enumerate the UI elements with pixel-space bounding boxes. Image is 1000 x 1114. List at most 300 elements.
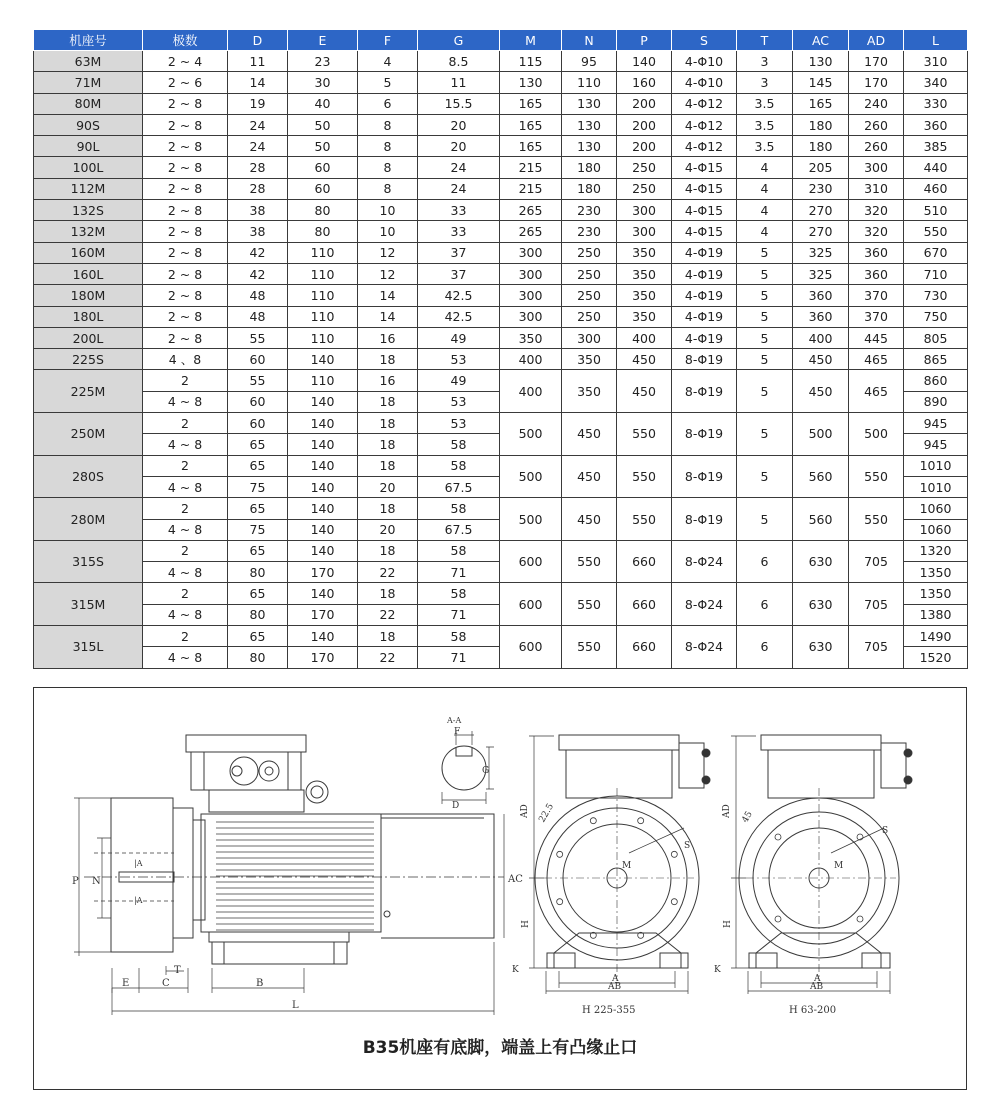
table-cell: 450 xyxy=(617,370,672,413)
section-mark-top: |A xyxy=(134,859,143,868)
table-cell: 200 xyxy=(617,114,672,135)
table-cell: 400 xyxy=(617,327,672,348)
table-cell: 560 xyxy=(793,455,849,498)
table-cell: 4 xyxy=(358,51,418,72)
table-cell: 130 xyxy=(562,93,617,114)
table-cell: 22 xyxy=(358,604,418,625)
table-row xyxy=(34,327,968,348)
table-cell: 65 xyxy=(228,498,288,519)
table-cell: 18 xyxy=(358,583,418,604)
table-cell: 250M xyxy=(34,413,143,456)
table-cell: 465 xyxy=(849,349,904,370)
table-cell: 40 xyxy=(288,93,358,114)
column-header: S xyxy=(672,30,737,51)
table-cell: 250 xyxy=(562,242,617,263)
table-cell: 8 xyxy=(358,114,418,135)
table-cell: 48 xyxy=(228,306,288,327)
table-cell: 140 xyxy=(288,413,358,434)
table-cell: 15.5 xyxy=(418,93,500,114)
column-header: P xyxy=(617,30,672,51)
table-cell: 10 xyxy=(358,221,418,242)
table-cell: 160 xyxy=(617,72,672,93)
table-cell: 165 xyxy=(500,114,562,135)
table-row xyxy=(34,498,968,519)
table-cell: 370 xyxy=(849,306,904,327)
table-cell: 165 xyxy=(793,93,849,114)
table-cell: 95 xyxy=(562,51,617,72)
table-cell: 550 xyxy=(562,626,617,669)
table-cell: 65 xyxy=(228,455,288,476)
dim-label-m-small: M xyxy=(834,861,844,871)
table-cell: 550 xyxy=(849,455,904,498)
table-cell: 58 xyxy=(418,455,500,476)
table-cell: 140 xyxy=(288,391,358,412)
table-cell: 310 xyxy=(904,51,968,72)
column-header: D xyxy=(228,30,288,51)
table-cell: 370 xyxy=(849,285,904,306)
table-cell: 60 xyxy=(288,157,358,178)
table-cell: 22 xyxy=(358,562,418,583)
table-cell: 250 xyxy=(562,285,617,306)
table-cell: 600 xyxy=(500,626,562,669)
table-cell: 18 xyxy=(358,498,418,519)
table-cell: 2 xyxy=(143,370,228,391)
table-cell: 4 ~ 8 xyxy=(143,519,228,540)
table-cell: 165 xyxy=(500,93,562,114)
table-cell: 4-Φ15 xyxy=(672,157,737,178)
table-cell: 140 xyxy=(288,476,358,497)
table-row xyxy=(34,413,968,434)
table-cell: 200 xyxy=(617,93,672,114)
motor-body xyxy=(201,814,381,932)
table-cell: 165 xyxy=(500,136,562,157)
table-row xyxy=(34,200,968,221)
table-cell: 270 xyxy=(793,221,849,242)
table-cell: 180 xyxy=(793,114,849,135)
column-header: E xyxy=(288,30,358,51)
table-cell: 660 xyxy=(617,540,672,583)
terminal-box-cover xyxy=(186,735,306,752)
table-cell: 500 xyxy=(500,498,562,541)
table-cell: 8 xyxy=(358,178,418,199)
dim-label-a-small: A xyxy=(814,974,821,984)
table-cell: 270 xyxy=(793,200,849,221)
table-cell: 8 xyxy=(358,136,418,157)
table-cell: 75 xyxy=(228,476,288,497)
section-title: A-A xyxy=(447,716,462,725)
table-cell: 500 xyxy=(500,455,562,498)
table-cell: 330 xyxy=(904,93,968,114)
table-cell: 8-Φ19 xyxy=(672,370,737,413)
table-cell: 705 xyxy=(849,583,904,626)
table-cell: 80 xyxy=(288,200,358,221)
table-cell: 24 xyxy=(418,157,500,178)
table-cell: 250 xyxy=(617,157,672,178)
table-cell: 71M xyxy=(34,72,143,93)
table-cell: 67.5 xyxy=(418,476,500,497)
table-cell: 4-Φ19 xyxy=(672,263,737,284)
table-cell: 71 xyxy=(418,604,500,625)
table-cell: 2 ~ 8 xyxy=(143,93,228,114)
table-cell: 300 xyxy=(617,200,672,221)
table-cell: 140 xyxy=(288,498,358,519)
fan-cover xyxy=(381,814,494,938)
bolt-hole xyxy=(671,899,677,905)
table-cell: 350 xyxy=(617,263,672,284)
table-cell: 8.5 xyxy=(418,51,500,72)
table-cell: 450 xyxy=(562,498,617,541)
dim-label-ac: AC xyxy=(508,874,523,885)
table-cell: 2 xyxy=(143,413,228,434)
table-cell: 58 xyxy=(418,498,500,519)
table-cell: 130 xyxy=(562,136,617,157)
table-cell: 5 xyxy=(737,455,793,498)
table-row xyxy=(34,157,968,178)
table-cell: 4 ~ 8 xyxy=(143,391,228,412)
end-view-small xyxy=(714,735,912,1016)
table-cell: 42 xyxy=(228,242,288,263)
table-cell: 2 ~ 8 xyxy=(143,221,228,242)
table-cell: 2 ~ 6 xyxy=(143,72,228,93)
table-cell: 4 ~ 8 xyxy=(143,562,228,583)
table-cell: 460 xyxy=(904,178,968,199)
table-cell: 4-Φ12 xyxy=(672,93,737,114)
column-header: AC xyxy=(793,30,849,51)
table-cell: 58 xyxy=(418,434,500,455)
table-row xyxy=(34,349,968,370)
table-cell: 63M xyxy=(34,51,143,72)
table-cell: 180L xyxy=(34,306,143,327)
table-cell: 132M xyxy=(34,221,143,242)
table-cell: 80M xyxy=(34,93,143,114)
table-cell: 350 xyxy=(617,306,672,327)
table-cell: 4 ~ 8 xyxy=(143,476,228,497)
table-cell: 140 xyxy=(288,540,358,561)
table-cell: 20 xyxy=(358,519,418,540)
table-cell: 250 xyxy=(562,306,617,327)
column-header: F xyxy=(358,30,418,51)
table-cell: 42.5 xyxy=(418,306,500,327)
dim-label-d: D xyxy=(452,801,460,811)
table-cell: 4-Φ15 xyxy=(672,221,737,242)
table-cell: 18 xyxy=(358,413,418,434)
table-cell: 65 xyxy=(228,540,288,561)
drawing-panel xyxy=(33,687,967,1090)
table-row xyxy=(34,72,968,93)
table-cell: 18 xyxy=(358,626,418,647)
table-row xyxy=(34,136,968,157)
table-cell: 49 xyxy=(418,327,500,348)
table-cell: 5 xyxy=(737,263,793,284)
table-cell: 670 xyxy=(904,242,968,263)
table-cell: 630 xyxy=(793,626,849,669)
table-cell: 660 xyxy=(617,626,672,669)
motor-foot xyxy=(209,932,349,942)
table-cell: 865 xyxy=(904,349,968,370)
table-cell: 2 ~ 4 xyxy=(143,51,228,72)
table-cell: 90S xyxy=(34,114,143,135)
table-cell: 310 xyxy=(849,178,904,199)
bolt-hole xyxy=(775,916,781,922)
table-cell: 30 xyxy=(288,72,358,93)
table-cell: 5 xyxy=(737,413,793,456)
table-cell: 37 xyxy=(418,263,500,284)
table-row xyxy=(34,93,968,114)
table-cell: 50 xyxy=(288,114,358,135)
table-cell: 450 xyxy=(793,349,849,370)
table-cell: 4 ~ 8 xyxy=(143,434,228,455)
shaft-section-circle xyxy=(442,746,486,790)
dim-label-ab: AB xyxy=(608,982,622,992)
table-cell: 340 xyxy=(904,72,968,93)
column-header: M xyxy=(500,30,562,51)
table-cell: 4 ~ 8 xyxy=(143,647,228,668)
dim-label-t: T xyxy=(174,965,181,976)
table-cell: 2 ~ 8 xyxy=(143,114,228,135)
table-cell: 4 xyxy=(737,178,793,199)
table-cell: 1350 xyxy=(904,562,968,583)
dim-label-ad: AD xyxy=(520,804,530,818)
table-cell: 140 xyxy=(288,434,358,455)
table-cell: 360 xyxy=(849,242,904,263)
table-cell: 280S xyxy=(34,455,143,498)
table-cell: 230 xyxy=(793,178,849,199)
table-cell: 450 xyxy=(562,455,617,498)
side-view xyxy=(72,735,523,1015)
table-cell: 2 ~ 8 xyxy=(143,263,228,284)
table-cell: 300 xyxy=(500,242,562,263)
table-cell: 80 xyxy=(288,221,358,242)
shaft-section-view xyxy=(442,716,494,811)
table-cell: 12 xyxy=(358,242,418,263)
table-cell: 360 xyxy=(793,306,849,327)
table-cell: 3.5 xyxy=(737,93,793,114)
table-cell: 1060 xyxy=(904,519,968,540)
table-cell: 53 xyxy=(418,413,500,434)
table-cell: 2 ~ 8 xyxy=(143,285,228,306)
table-cell: 710 xyxy=(904,263,968,284)
table-cell: 14 xyxy=(358,306,418,327)
dim-label-a: A xyxy=(612,974,619,984)
bolt-hole xyxy=(671,851,677,857)
table-cell: 325 xyxy=(793,263,849,284)
table-cell: 4-Φ15 xyxy=(672,200,737,221)
table-cell: 550 xyxy=(562,583,617,626)
table-cell: 170 xyxy=(288,562,358,583)
dimension-table xyxy=(33,29,968,669)
table-cell: 2 xyxy=(143,540,228,561)
table-cell: 550 xyxy=(617,498,672,541)
table-cell: 8 xyxy=(358,157,418,178)
table-cell: 300 xyxy=(617,221,672,242)
table-cell: 130 xyxy=(793,51,849,72)
drawing-caption: B35机座有底脚，端盖上有凸缘止口 xyxy=(362,1038,638,1058)
table-cell: 170 xyxy=(288,647,358,668)
table-cell: 11 xyxy=(418,72,500,93)
table-cell: 110 xyxy=(288,327,358,348)
dim-label-c: C xyxy=(162,978,170,989)
table-cell: 58 xyxy=(418,583,500,604)
table-row xyxy=(34,455,968,476)
table-cell: 705 xyxy=(849,626,904,669)
table-cell: 225M xyxy=(34,370,143,413)
table-cell: 265 xyxy=(500,200,562,221)
dim-label-e: E xyxy=(122,978,130,989)
table-cell: 550 xyxy=(617,413,672,456)
table-cell: 300 xyxy=(562,327,617,348)
table-cell: 2 xyxy=(143,498,228,519)
table-cell: 5 xyxy=(737,285,793,306)
table-cell: 110 xyxy=(288,263,358,284)
table-cell: 1490 xyxy=(904,626,968,647)
table-cell: 170 xyxy=(849,51,904,72)
dim-label-k-small: K xyxy=(714,965,721,975)
table-cell: 130 xyxy=(562,114,617,135)
column-header: 机座号 xyxy=(34,30,143,51)
table-cell: 14 xyxy=(358,285,418,306)
table-cell: 53 xyxy=(418,391,500,412)
view-label-small: H 63-200 xyxy=(789,1005,837,1016)
terminal-box-cover-end xyxy=(559,735,679,750)
table-cell: 42.5 xyxy=(418,285,500,306)
table-cell: 445 xyxy=(849,327,904,348)
table-cell: 350 xyxy=(562,370,617,413)
table-cell: 12 xyxy=(358,263,418,284)
angle-label-large: 22.5 xyxy=(537,802,557,825)
table-cell: 2 ~ 8 xyxy=(143,306,228,327)
table-cell: 110 xyxy=(288,242,358,263)
table-cell: 4 、8 xyxy=(143,349,228,370)
bolt-hole xyxy=(557,851,563,857)
table-cell: 300 xyxy=(849,157,904,178)
section-mark-bottom: |A xyxy=(134,896,143,905)
table-cell: 140 xyxy=(288,583,358,604)
terminal-box-cover-end-small xyxy=(761,735,881,750)
table-cell: 60 xyxy=(228,391,288,412)
table-cell: 500 xyxy=(793,413,849,456)
table-cell: 60 xyxy=(288,178,358,199)
table-cell: 2 ~ 8 xyxy=(143,200,228,221)
table-cell: 20 xyxy=(418,136,500,157)
table-cell: 38 xyxy=(228,221,288,242)
table-cell: 2 xyxy=(143,455,228,476)
table-cell: 805 xyxy=(904,327,968,348)
table-cell: 14 xyxy=(228,72,288,93)
table-cell: 112M xyxy=(34,178,143,199)
table-cell: 360 xyxy=(904,114,968,135)
table-cell: 115 xyxy=(500,51,562,72)
table-cell: 215 xyxy=(500,178,562,199)
table-cell: 170 xyxy=(849,72,904,93)
table-cell: 132S xyxy=(34,200,143,221)
bolt-hole xyxy=(857,916,863,922)
table-cell: 80 xyxy=(228,562,288,583)
table-cell: 18 xyxy=(358,349,418,370)
dim-label-s: S xyxy=(684,841,691,851)
table-cell: 450 xyxy=(562,413,617,456)
table-cell: 1520 xyxy=(904,647,968,668)
table-cell: 130 xyxy=(500,72,562,93)
table-row xyxy=(34,306,968,327)
table-cell: 5 xyxy=(737,370,793,413)
table-cell: 145 xyxy=(793,72,849,93)
table-cell: 750 xyxy=(904,306,968,327)
table-cell: 24 xyxy=(228,114,288,135)
table-cell: 19 xyxy=(228,93,288,114)
table-cell: 55 xyxy=(228,370,288,391)
table-cell: 1010 xyxy=(904,476,968,497)
table-cell: 360 xyxy=(849,263,904,284)
table-cell: 5 xyxy=(737,349,793,370)
table-cell: 1380 xyxy=(904,604,968,625)
dim-label-m: M xyxy=(622,861,632,871)
table-cell: 315M xyxy=(34,583,143,626)
table-cell: 4-Φ10 xyxy=(672,51,737,72)
dim-label-h-small: H xyxy=(723,920,733,928)
column-header: 极数 xyxy=(143,30,228,51)
table-cell: 550 xyxy=(904,221,968,242)
column-header: G xyxy=(418,30,500,51)
table-cell: 8-Φ19 xyxy=(672,413,737,456)
table-cell: 1010 xyxy=(904,455,968,476)
table-cell: 2 ~ 8 xyxy=(143,178,228,199)
table-cell: 33 xyxy=(418,200,500,221)
table-cell: 315L xyxy=(34,626,143,669)
table-cell: 180 xyxy=(562,157,617,178)
table-row xyxy=(34,540,968,561)
table-cell: 170 xyxy=(288,604,358,625)
table-cell: 450 xyxy=(617,349,672,370)
table-cell: 550 xyxy=(849,498,904,541)
table-cell: 1320 xyxy=(904,540,968,561)
table-cell: 5 xyxy=(737,306,793,327)
column-header: N xyxy=(562,30,617,51)
table-row xyxy=(34,285,968,306)
table-cell: 58 xyxy=(418,540,500,561)
table-cell: 300 xyxy=(500,263,562,284)
table-cell: 80 xyxy=(228,604,288,625)
table-cell: 8-Φ24 xyxy=(672,540,737,583)
table-cell: 4-Φ15 xyxy=(672,178,737,199)
table-cell: 140 xyxy=(288,349,358,370)
dim-label-b: B xyxy=(256,978,264,989)
table-cell: 350 xyxy=(562,349,617,370)
table-cell: 450 xyxy=(793,370,849,413)
table-row xyxy=(34,114,968,135)
table-cell: 4 xyxy=(737,200,793,221)
table-cell: 230 xyxy=(562,200,617,221)
table-cell: 6 xyxy=(737,583,793,626)
table-cell: 160M xyxy=(34,242,143,263)
table-cell: 1350 xyxy=(904,583,968,604)
table-cell: 65 xyxy=(228,434,288,455)
table-cell: 4-Φ12 xyxy=(672,136,737,157)
table-cell: 350 xyxy=(617,285,672,306)
table-cell: 320 xyxy=(849,221,904,242)
table-cell: 37 xyxy=(418,242,500,263)
table-cell: 5 xyxy=(737,242,793,263)
table-cell: 240 xyxy=(849,93,904,114)
table-cell: 2 ~ 8 xyxy=(143,136,228,157)
dim-label-g: G xyxy=(482,766,490,776)
dim-label-ab-small: AB xyxy=(810,982,824,992)
table-cell: 250 xyxy=(617,178,672,199)
table-cell: 4 ~ 8 xyxy=(143,604,228,625)
table-cell: 4 xyxy=(737,157,793,178)
table-cell: 315S xyxy=(34,540,143,583)
table-row xyxy=(34,178,968,199)
table-cell: 2 xyxy=(143,626,228,647)
